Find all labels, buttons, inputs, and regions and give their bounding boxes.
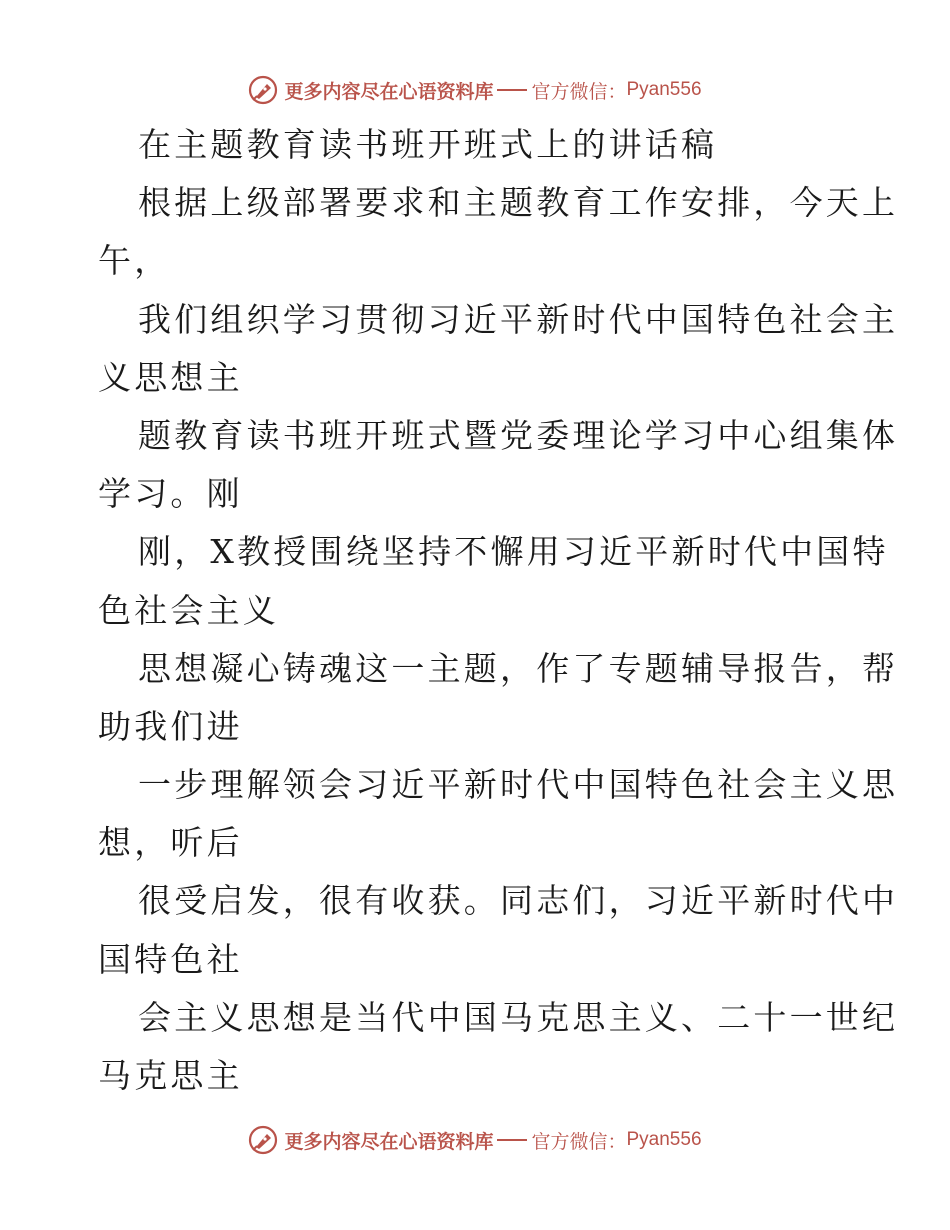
body-line: 国特色社 <box>98 939 243 979</box>
body-line: 一步理解领会习近平新时代中国特色社会主义思 <box>138 765 899 805</box>
banner-wechat-id: Pyan556 <box>626 1129 702 1150</box>
body-line: 助我们进 <box>98 706 243 746</box>
body-line: 思想凝心铸魂这一主题，作了专题辅导报告，帮 <box>138 648 899 688</box>
body-line: 想，听后 <box>98 823 243 863</box>
body-line: 色社会主义 <box>98 590 279 630</box>
body-line: 学习。刚 <box>98 474 243 514</box>
banner-dash <box>497 1139 527 1141</box>
banner-sub-text: 官方微信： <box>531 1130 627 1153</box>
body-line: 我们组织学习贯彻习近平新时代中国特色社会主 <box>138 299 899 339</box>
document-title: 在主题教育读书班开班式上的讲话稿 <box>138 125 718 164</box>
pen-nib-logo-icon <box>248 75 278 105</box>
body-line: 马克思主 <box>98 1056 243 1095</box>
body-line: 刚，X教授围绕坚持不懈用习近平新时代中国特 <box>138 532 889 572</box>
body-line: 根据上级部署要求和主题教育工作安排，今天上 <box>138 183 899 223</box>
document-body <box>98 116 899 1105</box>
body-line: 午， <box>98 241 171 281</box>
banner-main-text: 更多内容尽在心语资料库 <box>284 1130 494 1153</box>
body-line: 题教育读书班开班式暨党委理论学习中心组集体 <box>138 415 899 455</box>
banner-dash <box>497 89 527 91</box>
pen-nib-logo-icon <box>248 1125 278 1155</box>
banner-main-text: 更多内容尽在心语资料库 <box>284 80 494 103</box>
body-line: 义思想主 <box>98 357 243 397</box>
body-line: 很受启发，很有收获。同志们，习近平新时代中 <box>138 881 899 921</box>
body-line: 会主义思想是当代中国马克思主义、二十一世纪 <box>138 997 899 1037</box>
banner-sub-text: 官方微信： <box>531 80 627 103</box>
header-watermark-banner <box>0 70 950 110</box>
banner-wechat-id: Pyan556 <box>626 79 702 100</box>
footer-watermark-banner <box>0 1120 950 1160</box>
